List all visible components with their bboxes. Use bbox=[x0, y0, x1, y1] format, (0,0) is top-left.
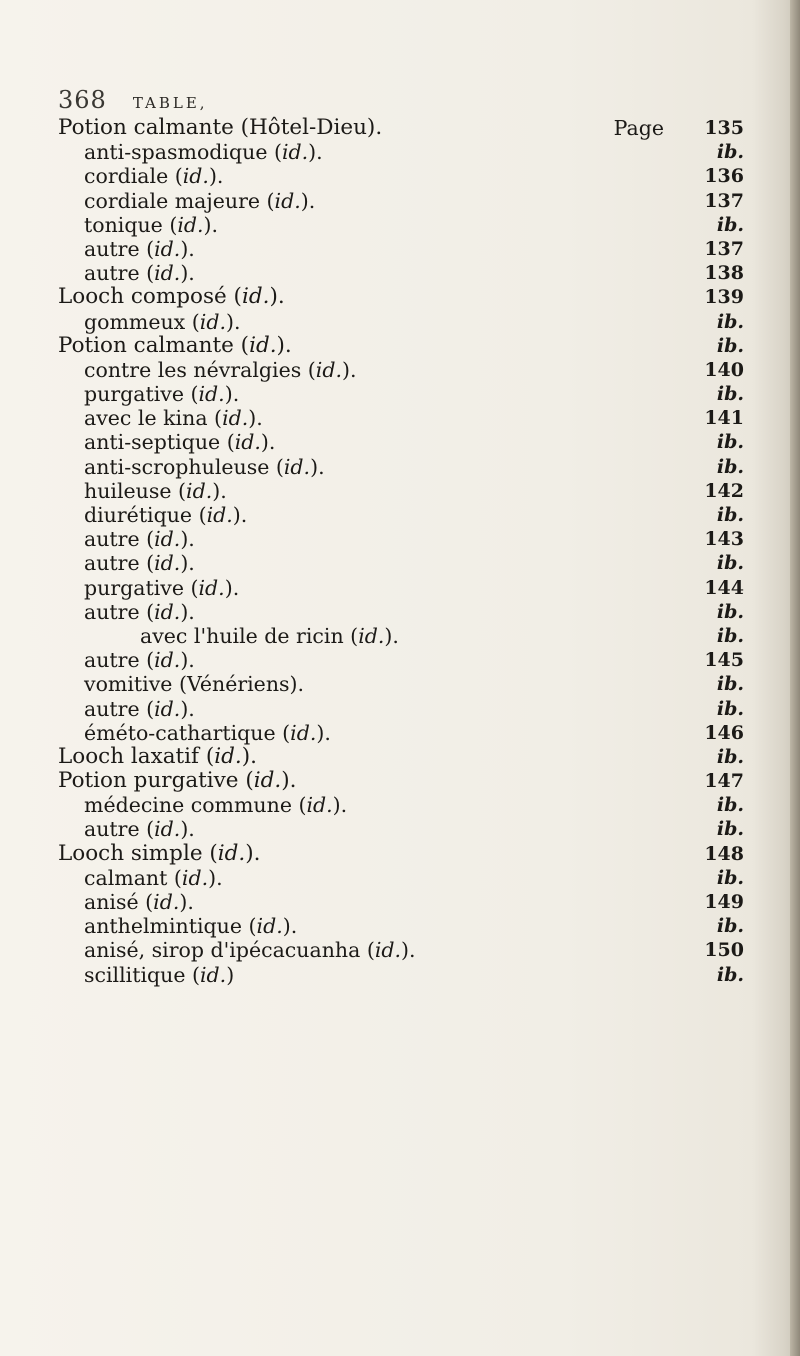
entry-page-number: ib. bbox=[716, 383, 744, 406]
entry-text: vomitive (Vénériens). bbox=[84, 672, 305, 697]
index-entry bbox=[58, 745, 744, 769]
entry-page-number: ib. bbox=[716, 431, 744, 454]
entry-text: cordiale majeure (id.). bbox=[84, 188, 316, 213]
index-entry bbox=[58, 406, 744, 430]
index-entry bbox=[58, 237, 744, 261]
index-entry bbox=[58, 479, 744, 503]
index-entry bbox=[58, 624, 744, 648]
entry-page-number: ib. bbox=[716, 141, 744, 164]
entry-text: Potion calmante (Hôtel-Dieu). bbox=[58, 115, 383, 140]
entry-page-number: 147 bbox=[704, 770, 744, 793]
entry-page-number: 137 bbox=[704, 189, 744, 212]
entry-text: scillitique (id.) bbox=[84, 962, 235, 987]
entry-text: autre (id.). bbox=[84, 817, 195, 842]
entry-text: purgative (id.). bbox=[84, 575, 240, 600]
entry-text: anti-scrophuleuse (id.). bbox=[84, 454, 325, 479]
index-entry bbox=[58, 672, 744, 696]
index-entry bbox=[58, 914, 744, 938]
index-entry bbox=[58, 551, 744, 575]
entry-text: Potion purgative (id.). bbox=[58, 768, 297, 794]
entry-page-number: ib. bbox=[716, 697, 744, 720]
entry-page-number: 145 bbox=[704, 649, 744, 672]
index-entry bbox=[58, 648, 744, 672]
index-entry bbox=[58, 890, 744, 914]
entry-text: Looch composé (id.). bbox=[58, 284, 285, 310]
entry-text: Potion calmante (id.). bbox=[58, 332, 292, 358]
entry-page-number: 143 bbox=[704, 528, 744, 551]
entry-text: autre (id.). bbox=[84, 648, 195, 673]
index-entry bbox=[58, 963, 744, 987]
entry-text: anisé (id.). bbox=[84, 890, 194, 914]
index-entry bbox=[58, 382, 744, 406]
entry-text: autre (id.). bbox=[84, 696, 195, 721]
page-column-label: Page bbox=[613, 116, 664, 140]
entry-text: autre (id.). bbox=[84, 527, 195, 552]
entry-text: autre (id.). bbox=[84, 599, 195, 624]
entry-text: avec l'huile de ricin (id.). bbox=[140, 623, 399, 648]
entry-page-number: ib. bbox=[716, 673, 744, 696]
entry-page-number: 144 bbox=[704, 576, 744, 599]
entry-text: tonique (id.). bbox=[84, 212, 219, 237]
entry-text: médecine commune (id.). bbox=[84, 793, 348, 818]
index-entry bbox=[58, 164, 744, 188]
entry-page-number: 142 bbox=[704, 479, 744, 502]
entry-text: anthelmintique (id.). bbox=[84, 914, 298, 939]
page-header bbox=[58, 86, 208, 116]
index-entry bbox=[58, 817, 744, 841]
entry-text: anisé, sirop d'ipécacuanha (id.). bbox=[84, 938, 416, 963]
entry-text: gommeux (id.). bbox=[84, 309, 241, 334]
page-spine-edge bbox=[790, 0, 800, 1356]
index-entry bbox=[58, 430, 744, 454]
entry-text: éméto-cathartique (id.). bbox=[84, 720, 331, 745]
entry-text: cordiale (id.). bbox=[84, 164, 224, 189]
entry-text: autre (id.). bbox=[84, 261, 195, 286]
entry-page-number: 146 bbox=[704, 721, 744, 744]
entry-text: autre (id.). bbox=[84, 551, 195, 576]
entry-page-number: 135 bbox=[704, 117, 744, 139]
entry-page-number: ib. bbox=[716, 310, 744, 333]
entry-page-number: 140 bbox=[704, 358, 744, 381]
index-entry bbox=[58, 140, 744, 164]
entry-page-number: ib. bbox=[716, 504, 744, 526]
entry-page-number: ib. bbox=[716, 915, 744, 938]
index-entry bbox=[58, 116, 744, 140]
entry-page-number: 149 bbox=[704, 891, 744, 913]
entry-page-number: 138 bbox=[704, 262, 744, 285]
entry-text: Looch simple (id.). bbox=[58, 840, 261, 866]
index-entry bbox=[58, 527, 744, 551]
index-entry bbox=[58, 576, 744, 600]
index-entries bbox=[58, 116, 744, 987]
entry-page-number: 141 bbox=[704, 407, 744, 430]
entry-page-number: ib. bbox=[716, 866, 744, 889]
entry-page-number: ib. bbox=[716, 794, 744, 817]
index-entry bbox=[58, 938, 744, 962]
index-entry bbox=[58, 261, 744, 285]
entry-page-number: ib. bbox=[716, 552, 744, 575]
entry-page-number: 150 bbox=[704, 939, 744, 962]
index-entry bbox=[58, 334, 744, 358]
entry-text: Looch laxatif (id.). bbox=[58, 743, 257, 769]
entry-page-number: ib. bbox=[716, 624, 744, 647]
index-entry bbox=[58, 285, 744, 309]
index-entry bbox=[58, 721, 744, 745]
index-entry bbox=[58, 503, 744, 527]
entry-text: anti-septique (id.). bbox=[84, 430, 276, 455]
index-entry bbox=[58, 793, 744, 817]
entry-page-number: 136 bbox=[704, 165, 744, 188]
entry-page-number: ib. bbox=[716, 600, 744, 623]
index-entry bbox=[58, 189, 744, 213]
index-entry bbox=[58, 842, 744, 866]
entry-text: contre les névralgies (id.). bbox=[84, 357, 357, 382]
entry-page-number: ib. bbox=[716, 963, 744, 986]
index-entry bbox=[58, 213, 744, 237]
entry-text: avec le kina (id.). bbox=[84, 406, 263, 431]
index-entry bbox=[58, 697, 744, 721]
entry-text: purgative (id.). bbox=[84, 382, 240, 407]
index-entry bbox=[58, 310, 744, 334]
entry-text: anti-spasmodique (id.). bbox=[84, 140, 323, 165]
entry-page-number: ib. bbox=[716, 818, 744, 841]
entry-page-number: 148 bbox=[704, 842, 744, 865]
entry-page-number: ib. bbox=[716, 745, 744, 768]
entry-page-number: ib. bbox=[716, 334, 744, 357]
index-entry bbox=[58, 358, 744, 382]
index-entry bbox=[58, 600, 744, 624]
index-entry bbox=[58, 455, 744, 479]
entry-text: calmant (id.). bbox=[84, 865, 223, 890]
entry-page-number: 137 bbox=[704, 237, 744, 260]
entry-page-number: 139 bbox=[704, 286, 744, 309]
entry-text: diurétique (id.). bbox=[84, 503, 248, 527]
entry-text: autre (id.). bbox=[84, 236, 195, 261]
running-title: TABLE, bbox=[132, 94, 208, 112]
entry-page-number: ib. bbox=[716, 455, 744, 478]
index-entry bbox=[58, 769, 744, 793]
index-entry bbox=[58, 866, 744, 890]
entry-text: huileuse (id.). bbox=[84, 478, 227, 503]
page-number: 368 bbox=[58, 86, 107, 114]
entry-page-number: ib. bbox=[716, 213, 744, 236]
